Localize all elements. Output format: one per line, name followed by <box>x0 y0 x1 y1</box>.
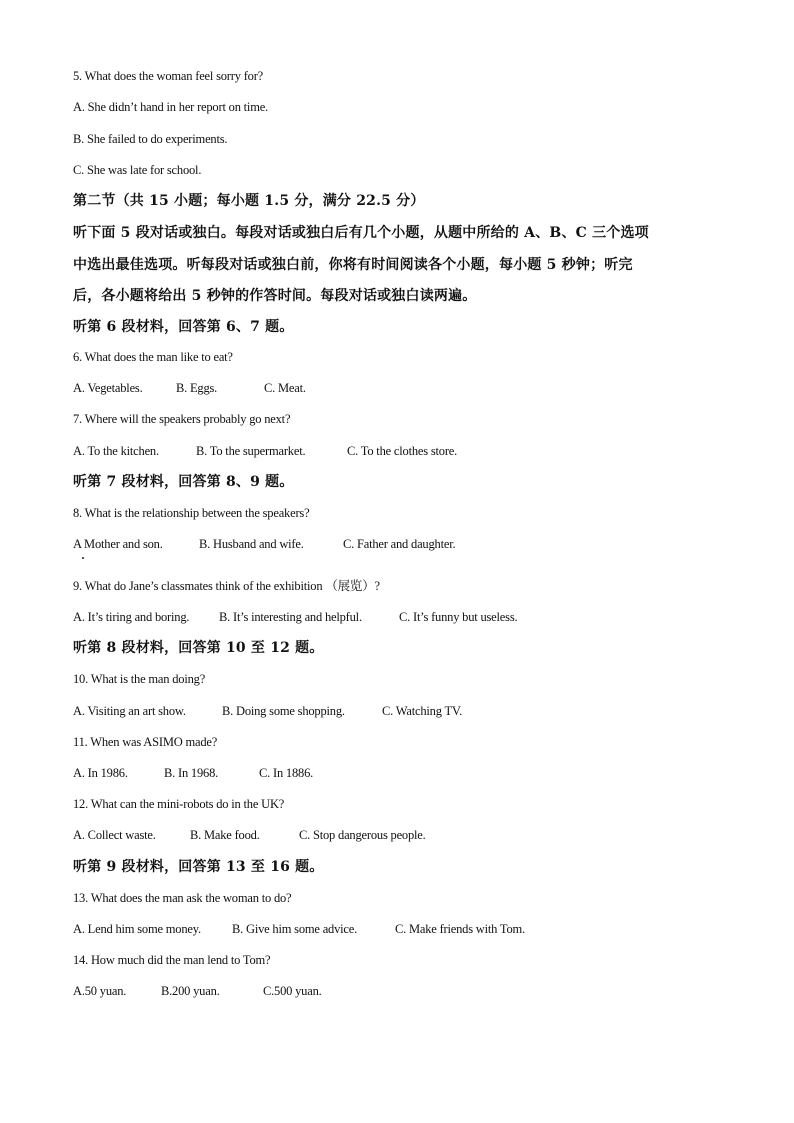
question-9-options <box>73 609 517 625</box>
question-9-option-a: A. It’s tiring and boring. <box>73 610 190 624</box>
question-7: 7. Where will the speakers probably go next? <box>73 412 291 426</box>
question-7-option-a: A. To the kitchen. <box>73 444 159 458</box>
question-14-option-a: A.50 yuan. <box>73 984 127 998</box>
question-14-options <box>73 983 322 999</box>
question-13: 13. What does the man ask the woman to do? <box>73 891 292 905</box>
stray-mark <box>82 557 84 559</box>
question-11-option-b: B. In 1968. <box>164 766 219 780</box>
material-8-heading: 听第 8 段材料，回答第 10 至 12 题。 <box>73 640 324 656</box>
question-14-option-b: B.200 yuan. <box>161 984 220 998</box>
question-12-option-b: B. Make food. <box>190 828 260 842</box>
instructions-line-3: 后，各小题将给出 5 秒钟的作答时间。每段对话或独白读两遍。 <box>73 288 477 304</box>
question-10-option-b: B. Doing some shopping. <box>222 704 345 718</box>
question-7-options <box>73 443 457 459</box>
question-7-option-c: C. To the clothes store. <box>347 444 458 458</box>
question-9-option-b: B. It’s interesting and helpful. <box>219 610 362 624</box>
question-10-option-c: C. Watching TV. <box>382 704 463 718</box>
question-5: 5. What does the woman feel sorry for? <box>73 69 264 83</box>
question-11-option-c: C. In 1886. <box>259 766 314 780</box>
material-9-heading: 听第 9 段材料，回答第 13 至 16 题。 <box>73 859 324 875</box>
question-8-option-c: C. Father and daughter. <box>343 537 456 551</box>
question-13-options <box>73 921 525 937</box>
question-8-option-b: B. Husband and wife. <box>199 537 304 551</box>
question-11-option-a: A. In 1986. <box>73 766 128 780</box>
question-6-option-b: B. Eggs. <box>176 381 218 395</box>
question-5-option-b: B. She failed to do experiments. <box>73 132 228 146</box>
question-9-option-c: C. It’s funny but useless. <box>399 610 518 624</box>
question-6-option-c: C. Meat. <box>264 381 306 395</box>
instructions-line-1: 听下面 5 段对话或独白。每段对话或独白后有几个小题，从题中所给的 A、B、C 三个选项 <box>73 225 649 241</box>
question-10-option-a: A. Visiting an art show. <box>73 704 186 718</box>
question-6: 6. What does the man like to eat? <box>73 350 233 364</box>
section-heading: 第二节（共 15 小题；每小题 1.5 分，满分 22.5 分） <box>73 193 425 209</box>
question-8-option-a: A Mother and son. <box>73 537 163 551</box>
question-6-option-a: A. Vegetables. <box>73 381 143 395</box>
question-5-option-c: C. She was late for school. <box>73 163 202 177</box>
question-12-option-c: C. Stop dangerous people. <box>299 828 426 842</box>
question-5-option-a: A. She didn’t hand in her report on time. <box>73 100 269 114</box>
question-10-options <box>73 703 462 719</box>
question-6-options <box>73 380 306 396</box>
question-7-option-b: B. To the supermarket. <box>196 444 306 458</box>
question-14: 14. How much did the man lend to Tom? <box>73 953 271 967</box>
question-13-option-a: A. Lend him some money. <box>73 922 201 936</box>
question-13-option-c: C. Make friends with Tom. <box>395 922 525 936</box>
question-11-options <box>73 765 313 781</box>
question-13-option-b: B. Give him some advice. <box>232 922 358 936</box>
instructions-line-2: 中选出最佳选项。听每段对话或独白前，你将有时间阅读各个小题，每小题 5 秒钟；听完 <box>73 257 633 273</box>
question-10: 10. What is the man doing? <box>73 672 206 686</box>
question-12-option-a: A. Collect waste. <box>73 828 156 842</box>
question-9: 9. What do Jane’s classmates think of the exhibition （展览）? <box>73 579 380 593</box>
question-8-options <box>73 536 455 552</box>
question-11: 11. When was ASIMO made? <box>73 735 218 749</box>
question-8: 8. What is the relationship between the speakers? <box>73 506 310 520</box>
material-7-heading: 听第 7 段材料，回答第 8、9 题。 <box>73 474 294 490</box>
question-12-options <box>73 827 426 843</box>
question-12: 12. What can the mini-robots do in the UK? <box>73 797 285 811</box>
question-14-option-c: C.500 yuan. <box>263 984 322 998</box>
material-6-heading: 听第 6 段材料，回答第 6、7 题。 <box>73 319 294 335</box>
